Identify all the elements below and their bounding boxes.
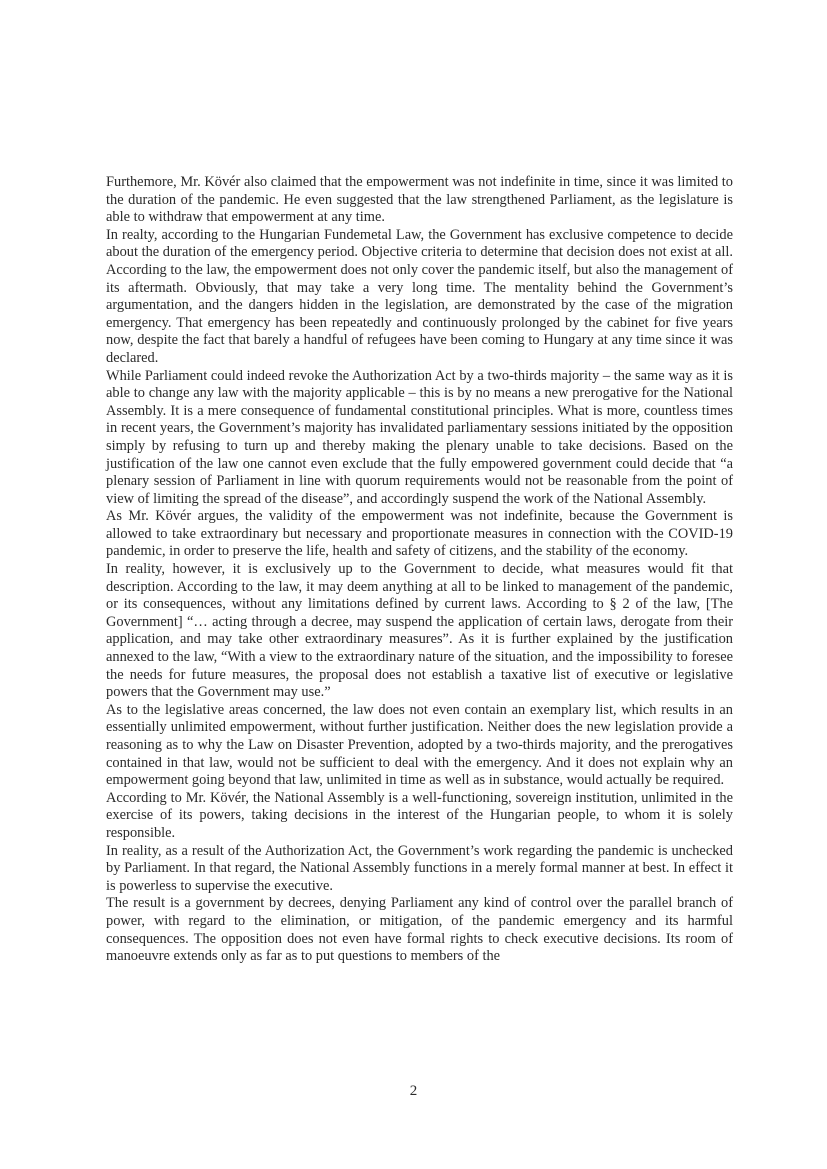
paragraph-4: As Mr. Kövér argues, the validity of the empowerment was not indefinite, because the Government is allowed to take extraordinary but necessary and proportionate measures in connection with the COVID-19 pandemic, in order to preserve the life, health and safety of citizens, and the stability of the economy. <box>106 508 733 560</box>
paragraph-5: In reality, however, it is exclusively up to the Government to decide, what measures would fit that description. According to the law, it may deem anything at all to be linked to management of the pandemic, or its consequences, without any limitations defined by current laws. According to § 2 of the law, [The Government] “… acting through a decree, may suspend the application of certain laws, derogate from their application, and may take other extraordinary measures”. As it is further explained by the justification annexed to the law, “With a view to the extraordinary nature of the situation, and the impossibility to foresee the needs for future measures, the proposal does not establish a taxative list of executive or legislative powers that the Government may use.” <box>106 561 733 701</box>
paragraph-2: In realty, according to the Hungarian Fundemetal Law, the Government has exclusive competence to decide about the duration of the emergency period. Objective criteria to determine that decision does not exist at all. According to the law, the empowerment does not only cover the pandemic itself, but also the management of its aftermath. Obviously, that may take a very long time. The mentality behind the Government’s argumentation, and the dangers hidden in the legislation, are demonstrated by the case of the migration emergency. That emergency has been repeatedly and continuously prolonged by the cabinet for five years now, despite the fact that barely a handful of refugees have been coming to Hungary at any time since it was declared. <box>106 226 733 366</box>
paragraph-9: The result is a government by decrees, denying Parliament any kind of control over the parallel branch of power, with regard to the elimination, or mitigation, of the pandemic emergency and its harmful consequences. The opposition does not even have formal rights to check executive decisions. Its room of manoeuvre extends only as far as to put questions to members of the <box>106 895 733 965</box>
paragraph-7: According to Mr. Kövér, the National Assembly is a well-functioning, sovereign institution, unlimited in the exercise of its powers, taking decisions in the interest of the Hungarian people, to whom it is solely responsible. <box>106 789 733 841</box>
paragraph-1: Furthemore, Mr. Kövér also claimed that the empowerment was not indefinite in time, since it was limited to the duration of the pandemic. He even suggested that the law strengthened Parliament, as the legislature is able to withdraw that empowerment at any time. <box>106 174 733 226</box>
page-number: 2 <box>409 1083 418 1099</box>
paragraph-8: In reality, as a result of the Authorization Act, the Government’s work regarding the pandemic is unchecked by Parliament. In that regard, the National Assembly functions in a merely formal manner at best. In effect it is powerless to supervise the executive. <box>106 842 733 894</box>
body-text <box>106 174 733 966</box>
paragraph-3: While Parliament could indeed revoke the Authorization Act by a two-thirds majority – the same way as it is able to change any law with the majority applicable – this is by no means a new prerogative for the National Assembly. It is a mere consequence of fundamental constitutional principles. What is more, countless times in recent years, the Government’s majority has invalidated parliamentary sessions initiated by the opposition simply by refusing to turn up and thereby making the plenary unable to take decisions. Based on the justification of the law one cannot even exclude that the fully empowered government could decide that “a plenary session of Parliament in line with quorum requirements would not be reasonable from the point of view of limiting the spread of the disease”, and accordingly suspend the work of the National Assembly. <box>106 367 733 507</box>
paragraph-6: As to the legislative areas concerned, the law does not even contain an exemplary list, which results in an essentially unlimited empowerment, without further justification. Neither does the new legislation provide a reasoning as to why the Law on Disaster Prevention, adopted by a two-thirds majority, and the prerogatives contained in that law, would not be sufficient to deal with the emergency. And it does not explain why an empowerment going beyond that law, unlimited in time as well as in substance, would actually be required. <box>106 701 733 789</box>
